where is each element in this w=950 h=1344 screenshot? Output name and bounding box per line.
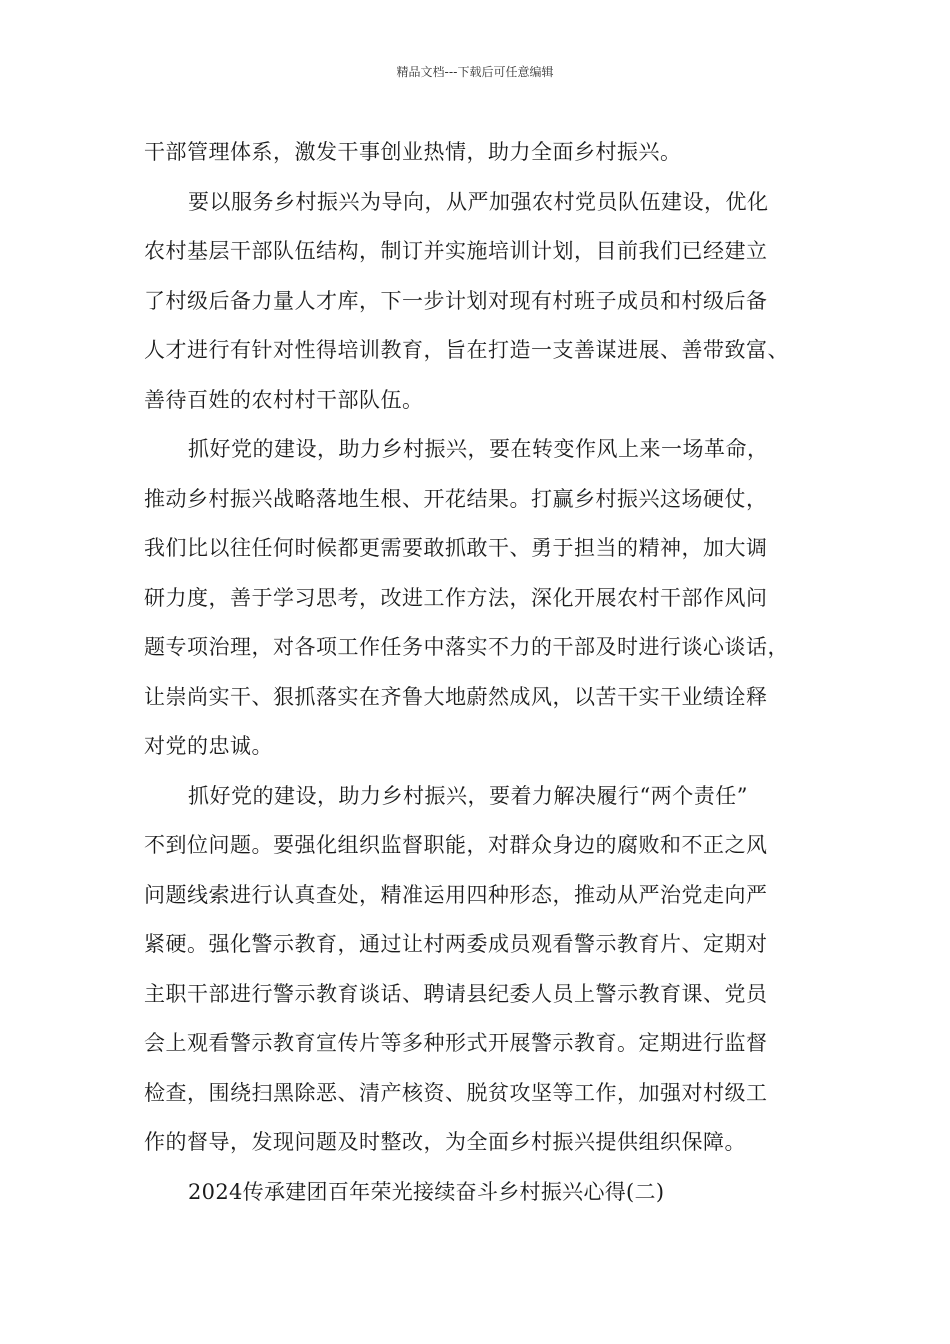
document-body <box>144 128 824 1217</box>
paragraph-line: 我们比以往任何时候都更需要敢抓敢干、勇于担当的精神，加大调 <box>144 536 768 560</box>
paragraph-line: 对党的忠诚。 <box>144 734 273 758</box>
paragraph <box>144 128 824 178</box>
paragraph-line: 抓好党的建设，助力乡村振兴，要在转变作风上来一场革命， <box>188 437 769 461</box>
paragraph-line: 要以服务乡村振兴为导向，从严加强农村党员队伍建设，优化 <box>188 189 769 214</box>
paragraph-line: 善待百姓的农村村干部队伍。 <box>144 387 424 412</box>
paragraph-line: 推动乡村振兴战略落地生根、开花结果。打赢乡村振兴这场硬仗， <box>144 486 768 511</box>
paragraph-line: 紧硬。强化警示教育，通过让村两委成员观看警示教育片、定期对 <box>144 932 768 956</box>
paragraph <box>144 772 824 1168</box>
page-header: 精品文档---下载后可任意编辑 <box>396 65 554 79</box>
paragraph-line: 人才进行有针对性得培训教育，旨在打造一支善谋进展、善带致富、 <box>144 338 789 362</box>
paragraph-line: 作的督导，发现问题及时整改，为全面乡村振兴提供组织保障。 <box>144 1130 746 1154</box>
paragraph-line: 问题线索进行认真查处，精准运用四种形态，推动从严治党走向严 <box>144 882 768 907</box>
paragraph <box>144 178 824 426</box>
paragraph-line: 检查，围绕扫黑除恶、清产核资、脱贫攻坚等工作，加强对村级工 <box>144 1080 768 1105</box>
paragraph-line: 会上观看警示教育宣传片等多种形式开展警示教育。定期进行监督 <box>144 1031 768 1055</box>
paragraph-line: 主职干部进行警示教育谈话、聘请县纪委人员上警示教育课、党员 <box>144 981 768 1006</box>
paragraph <box>144 425 824 772</box>
paragraph-line: 研力度，善于学习思考，改进工作方法，深化开展农村干部作风问 <box>144 585 768 610</box>
section-title: 2024传承建团百年荣光接续奋斗乡村振兴心得(二) <box>188 1179 665 1204</box>
paragraph-line: 题专项治理，对各项工作任务中落实不力的干部及时进行谈心谈话， <box>144 635 789 659</box>
paragraph-line: 农村基层干部队伍结构，制订并实施培训计划，目前我们已经建立 <box>144 239 768 263</box>
paragraph-line: 干部管理体系，激发干事创业热情，助力全面乡村振兴。 <box>144 140 682 164</box>
paragraph-line: 抓好党的建设，助力乡村振兴，要着力解决履行“两个责任” <box>188 783 748 808</box>
paragraph-line: 不到位问题。要强化组织监督职能，对群众身边的腐败和不正之风 <box>144 833 768 857</box>
paragraph-line: 了村级后备力量人才库，下一步计划对现有村班子成员和村级后备 <box>144 288 768 313</box>
paragraph-line: 让崇尚实干、狠抓落实在齐鲁大地蔚然成风，以苦干实干业绩诠释 <box>144 684 768 709</box>
